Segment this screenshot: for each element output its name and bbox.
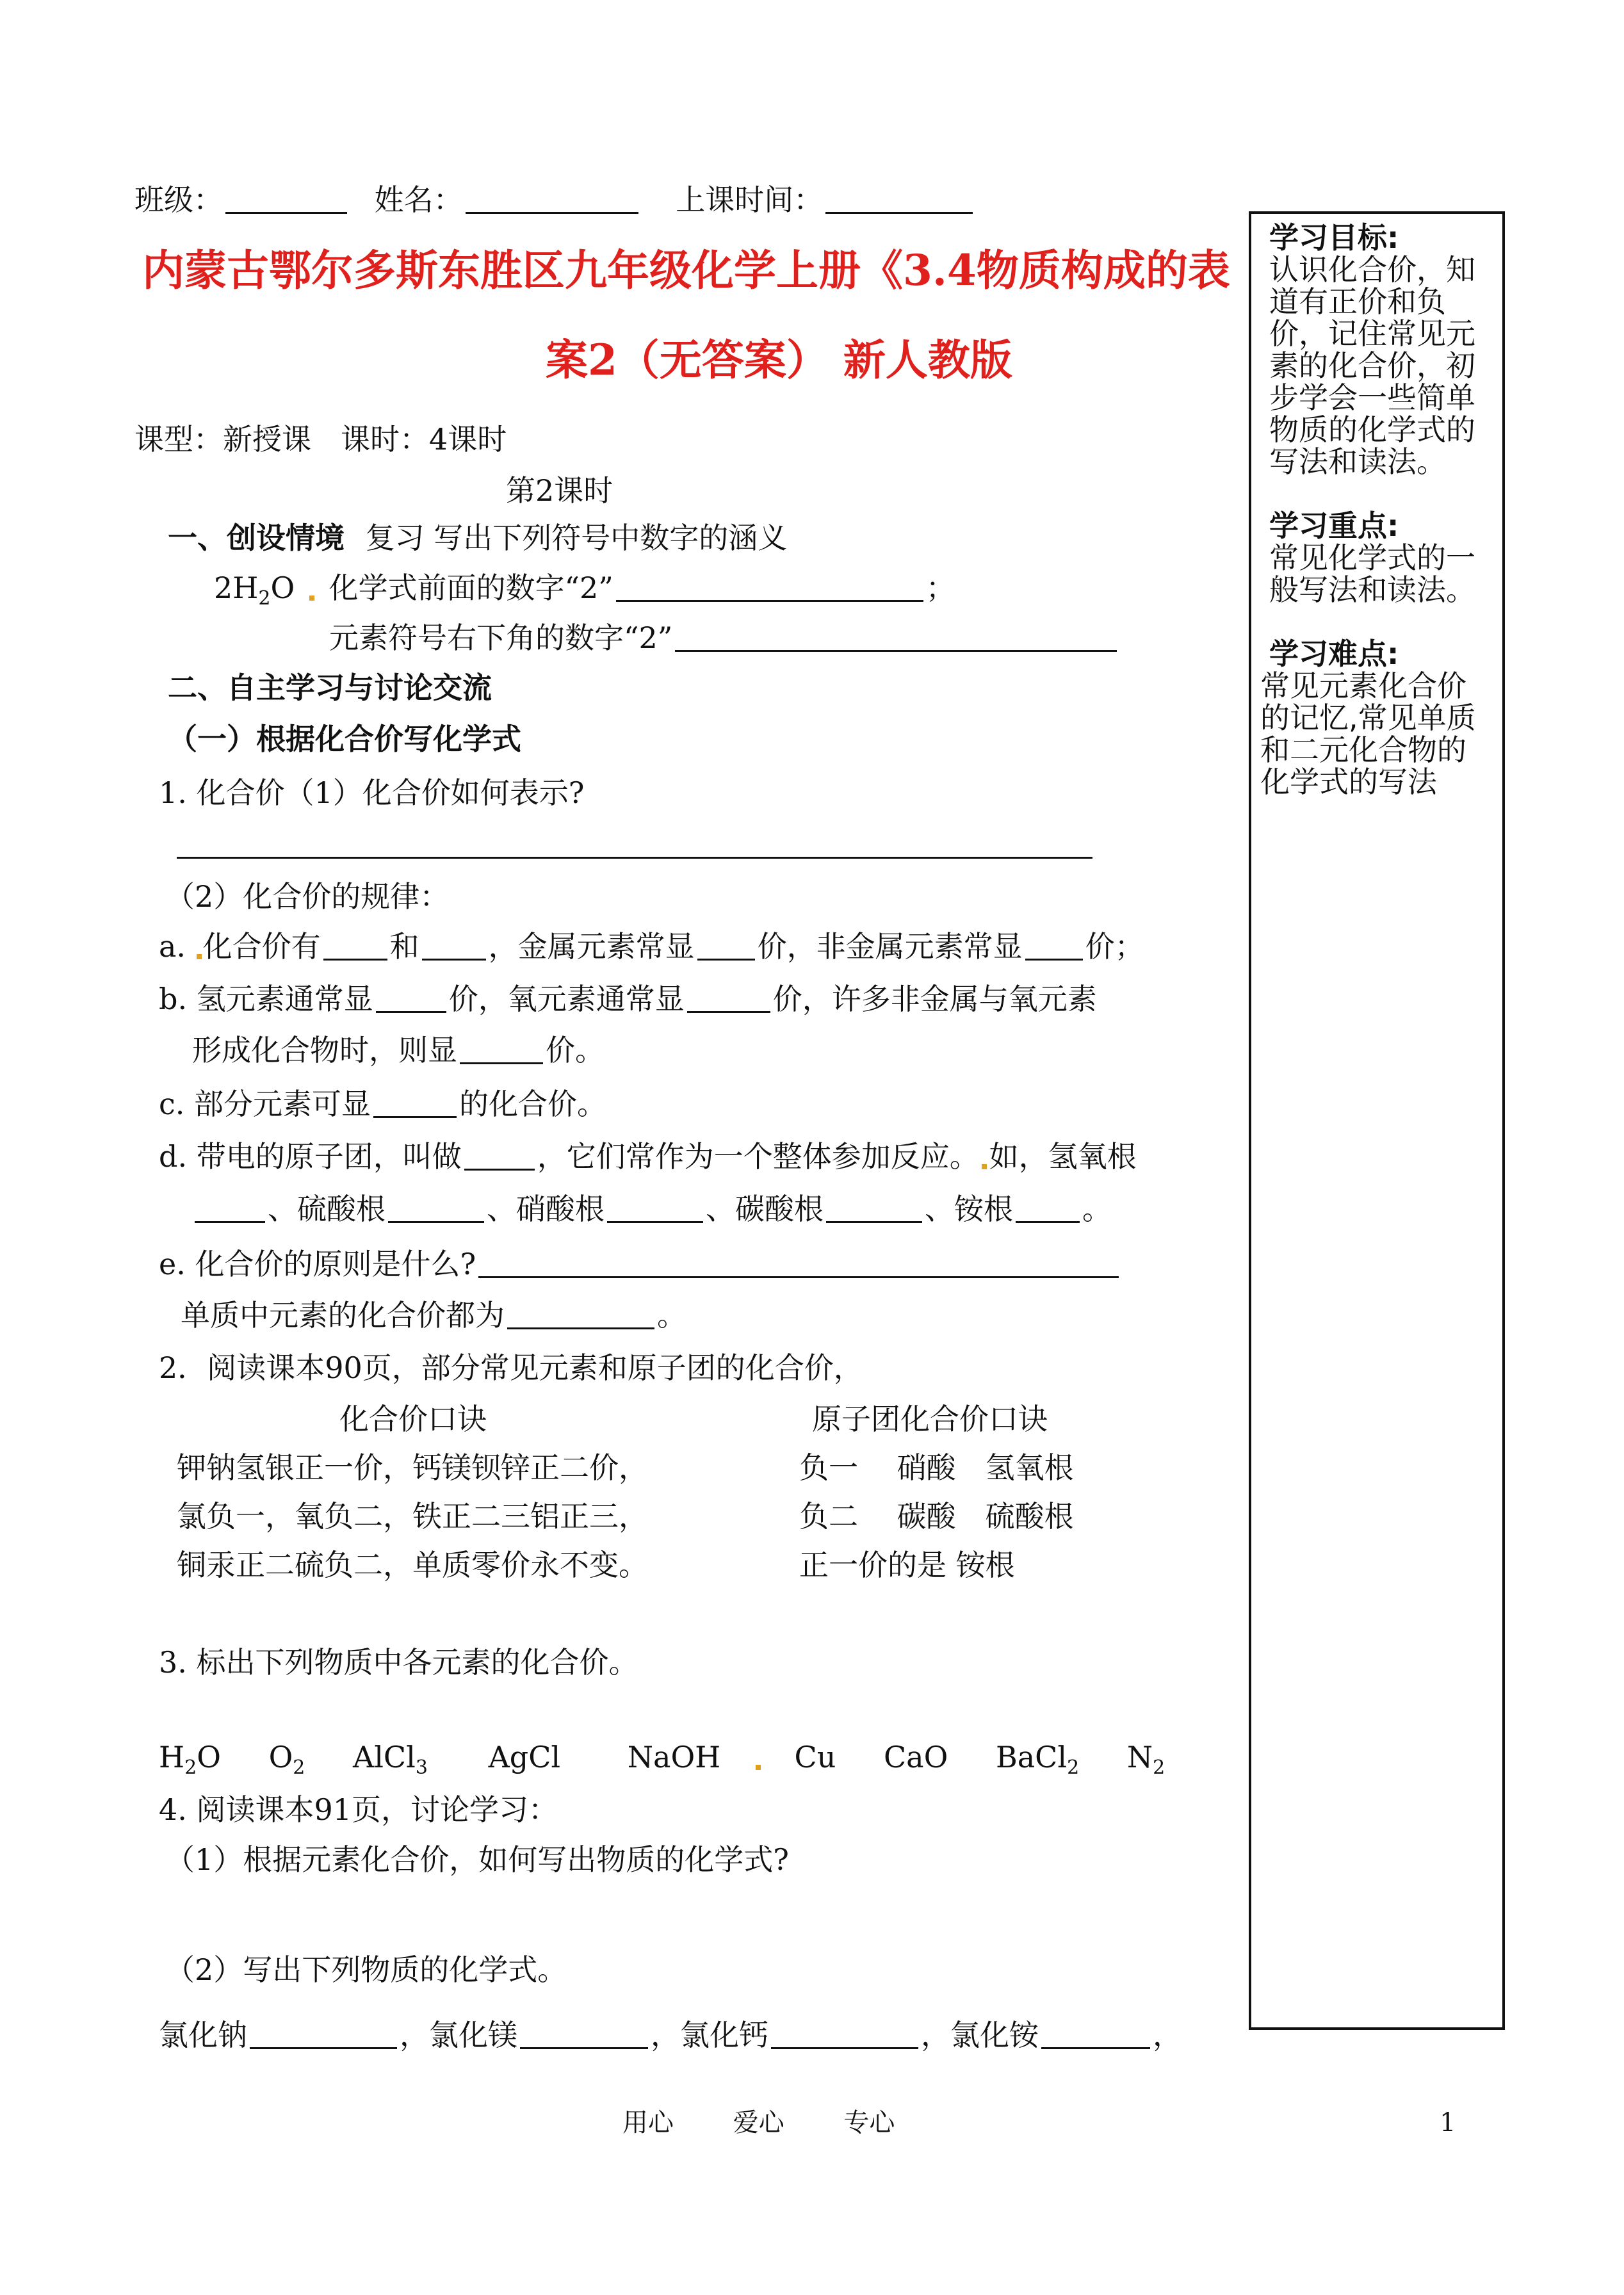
time-label: 上课时间：: [676, 182, 824, 217]
key-text: 常见化学式的一般写法和读法。: [1269, 540, 1475, 607]
rule-b-text: 价，许多非金属与氧元素: [772, 982, 1097, 1016]
footer-words: 用心 爱心 专心: [622, 2108, 895, 2137]
mark-dot: [197, 954, 202, 959]
q1-blank[interactable]: [616, 572, 923, 602]
last-row-text: ，氯化铵: [921, 2018, 1039, 2052]
rule-d-text: 、铵根: [925, 1192, 1013, 1226]
formula-h2o: $H_2O$: [159, 1740, 221, 1779]
class-label: 班级：: [134, 182, 223, 217]
mark-dot: [309, 596, 314, 601]
time-blank[interactable]: [825, 184, 973, 214]
rule-e-text: 单质中元素的化合价都为: [181, 1298, 505, 1333]
formula-cao: CaO: [883, 1740, 948, 1774]
rule-d-cont: [192, 1190, 1112, 1228]
last-row: [159, 2016, 1182, 2054]
rhyme-title-left: 化合价口诀: [339, 1402, 487, 1436]
mark-dot: [756, 1765, 761, 1770]
page-number: 1: [1440, 2108, 1456, 2137]
last-row-text: ，氯化钙: [651, 2018, 768, 2052]
title-line1: 内蒙古鄂尔多斯东胜区九年级化学上册《3.4物质构成的表: [142, 245, 1230, 295]
q2-blank[interactable]: [675, 622, 1117, 652]
blank[interactable]: [520, 2019, 648, 2049]
rhyme-left-2: 氯负一，氧负二，铁正二三铝正三，: [177, 1499, 648, 1534]
rule-d-text: 如，氢氧根: [989, 1139, 1137, 1174]
item4-2: （2）写出下列物质的化学式。: [165, 1952, 567, 1987]
section1-text: 复习 写出下列符号中数字的涵义: [365, 521, 788, 555]
blank[interactable]: [373, 1088, 457, 1118]
blank[interactable]: [697, 930, 755, 961]
blank[interactable]: [478, 1248, 1119, 1278]
rule-d-text: 。: [1082, 1192, 1112, 1226]
blank[interactable]: [771, 2019, 918, 2049]
course-type: 课型：新授课 课时：4课时: [134, 422, 507, 457]
rhyme-left-1: 钾钠氢银正一价，钙镁钡锌正二价，: [177, 1450, 648, 1485]
rule-a-text: 价；: [1085, 929, 1144, 964]
class-blank[interactable]: [225, 184, 347, 214]
formula-list: [159, 1738, 1165, 1779]
item4-1: （1）根据元素化合价，如何写出物质的化学式?: [165, 1842, 789, 1877]
q1-text: 化学式前面的数字“2”: [329, 571, 613, 605]
blank[interactable]: [1041, 2019, 1150, 2049]
blank[interactable]: [687, 983, 770, 1013]
blank[interactable]: [323, 930, 387, 961]
q2-row: [329, 619, 1119, 657]
rule-c-text: c. 部分元素可显: [159, 1087, 371, 1121]
rhyme-title-right: 原子团化合价口诀: [812, 1402, 1048, 1436]
blank[interactable]: [388, 1193, 484, 1223]
formula-o2: $O_2$: [268, 1740, 305, 1779]
formula-agcl: AgCl: [488, 1740, 561, 1774]
rule-b-cont: [192, 1031, 605, 1069]
section1-heading: 一、创设情境: [168, 521, 345, 555]
formula-bacl2: BaCl$_2$: [995, 1740, 1080, 1779]
rhyme-left-3: 铜汞正二硫负二，单质零价永不变。: [177, 1548, 648, 1582]
blank[interactable]: [422, 930, 486, 961]
q1-formula: 2H: [214, 571, 259, 605]
last-row-text: 氯化钠: [159, 2018, 247, 2052]
last-row-text: ，氯化镁: [400, 2018, 517, 2052]
rule-a-label: a.: [159, 929, 195, 964]
difficulty-heading: 学习难点:: [1269, 637, 1399, 671]
rule-d-text: 、硫酸根: [268, 1192, 386, 1226]
rule-c-text: 的化合价。: [459, 1087, 607, 1121]
blank[interactable]: [460, 1034, 543, 1064]
goal-text: 认识化合价，知道有正价和负价，记住常见元素的化合价，初步学会一些简单物质的化学式的写法和读法。: [1269, 252, 1475, 479]
blank[interactable]: [1025, 930, 1083, 961]
rule-a-text: 化合价有: [202, 929, 321, 964]
section2-heading: 二、自主学习与讨论交流: [168, 670, 492, 705]
item2: 2．阅读课本90页，部分常见元素和原子团的化合价，: [159, 1350, 863, 1385]
q1-row: [214, 569, 955, 610]
last-row-text: ，: [1153, 2018, 1182, 2052]
header-row: [134, 181, 975, 219]
rule-a-text: 和: [389, 929, 419, 964]
learning-objectives-box: [1249, 211, 1505, 2030]
rule-a: [159, 927, 1144, 966]
blank[interactable]: [826, 1193, 922, 1223]
name-blank[interactable]: [466, 184, 638, 214]
mark-dot: [982, 1164, 987, 1169]
blank[interactable]: [464, 1140, 535, 1171]
rule-a-text: ，金属元素常显: [488, 929, 695, 964]
rule-d-text: ，它们常作为一个整体参加反应。: [537, 1139, 979, 1174]
item4: 4. 阅读课本91页，讨论学习：: [159, 1792, 558, 1827]
formula-cu: Cu: [794, 1740, 836, 1774]
blank[interactable]: [376, 983, 446, 1013]
rule-e-text: 。: [657, 1298, 686, 1333]
title-line2: 案2（无答案） 新人教版: [546, 335, 1012, 385]
formula-naoh: NaOH: [627, 1740, 721, 1774]
q1-sub: 2: [258, 587, 271, 610]
rule-e-cont: [181, 1296, 686, 1334]
rule-b: [159, 980, 1097, 1018]
rule-e: [159, 1245, 1121, 1283]
blank[interactable]: [1016, 1193, 1080, 1223]
formula-n2: $N_2$: [1126, 1740, 1165, 1779]
section2-subheading: （一）根据化合价写化学式: [168, 722, 521, 756]
rule-e-text: e. 化合价的原则是什么?: [159, 1247, 476, 1281]
rule-c: [159, 1085, 606, 1123]
rule-b-text: 形成化合物时，则显: [192, 1033, 457, 1067]
rule-d: [159, 1137, 1137, 1176]
blank[interactable]: [507, 1299, 654, 1329]
key-heading: 学习重点:: [1269, 508, 1399, 543]
rhyme-right-3: 正一价的是 铵根: [799, 1548, 1015, 1582]
formula-alcl3: AlCl$_3$: [353, 1740, 428, 1779]
rhyme-right-1: 负一 硝酸 氢氧根: [799, 1450, 1074, 1485]
rule-b-text: 价。: [546, 1033, 605, 1067]
q1-end: ；: [925, 571, 955, 605]
rule-a-text: 价，非金属元素常显: [757, 929, 1023, 964]
rule-d-text: 、硝酸根: [487, 1192, 605, 1226]
blank[interactable]: [195, 1193, 265, 1223]
difficulty-text: 常见元素化合价的记忆,常见单质和二元化合物的化学式的写法: [1260, 669, 1476, 799]
rule-d-text: d. 带电的原子团，叫做: [159, 1139, 462, 1174]
goal-heading: 学习目标:: [1269, 220, 1399, 255]
lesson-number: 第2课时: [506, 473, 613, 508]
rule-b-text: b. 氢元素通常显: [159, 982, 373, 1016]
item3: 3. 标出下列物质中各元素的化合价。: [159, 1645, 638, 1680]
q2-text: 元素符号右下角的数字“2”: [329, 620, 673, 655]
rhyme-right-2: 负二 碳酸 硫酸根: [799, 1499, 1074, 1534]
section1-heading-row: [168, 519, 787, 557]
blank[interactable]: [250, 2019, 397, 2049]
rule-b-text: 价，氧元素通常显: [448, 982, 685, 1016]
item1: 1. 化合价（1）化合价如何表示?: [159, 775, 585, 810]
blank[interactable]: [607, 1193, 703, 1223]
name-label: 姓名：: [374, 182, 463, 217]
rule-d-text: 、碳酸根: [706, 1192, 824, 1226]
item1-2: （2）化合价的规律：: [165, 879, 450, 914]
q1-o: O: [270, 571, 295, 605]
item1-answer-line[interactable]: [177, 857, 1092, 859]
